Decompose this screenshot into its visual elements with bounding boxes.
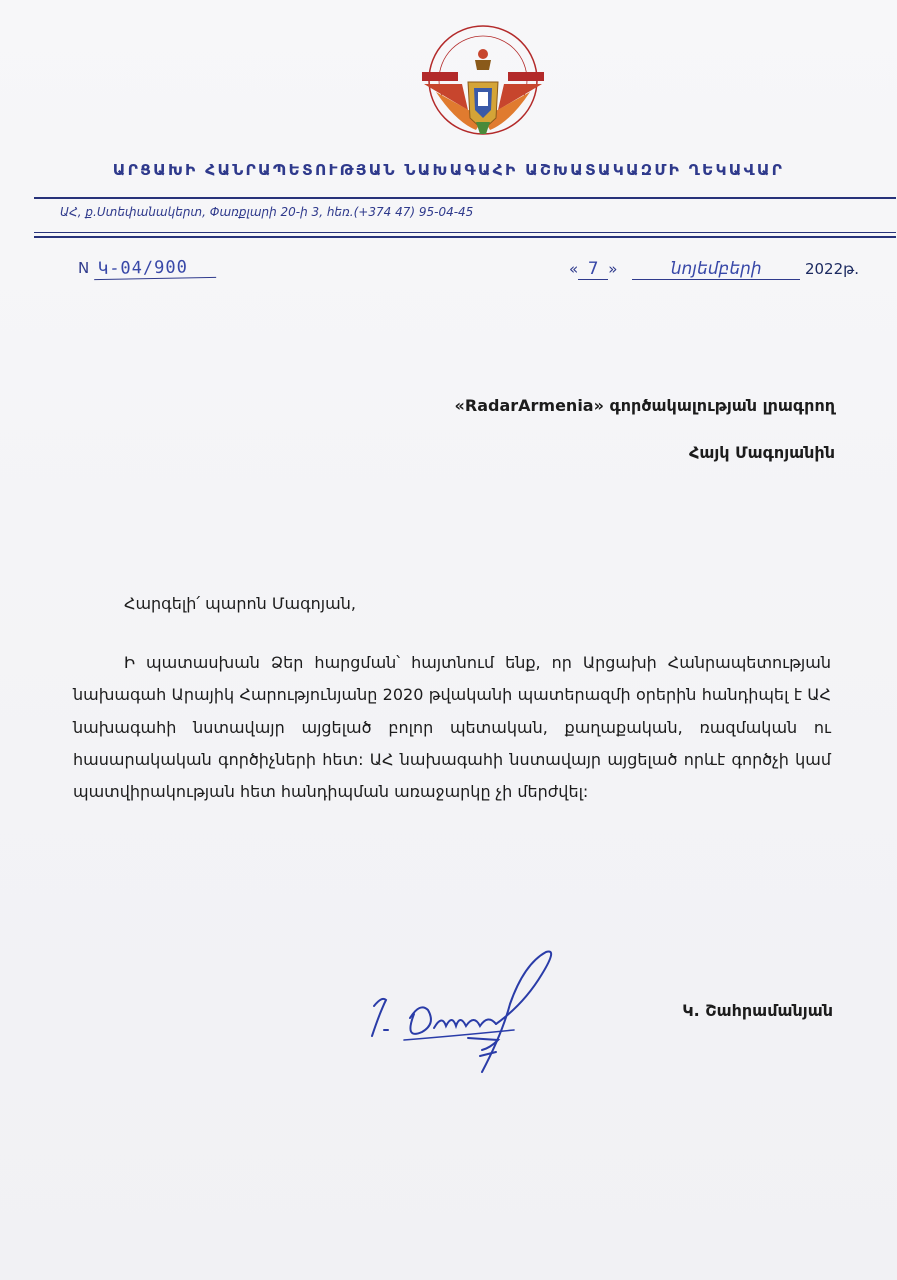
letterhead-divider xyxy=(34,197,896,199)
recipient-name: Հայկ Մագոյանին xyxy=(688,443,835,462)
salutation: Հարգելի՛ պարոն Մագոյան, xyxy=(124,594,356,613)
handwritten-signature xyxy=(364,944,564,1084)
state-emblem-icon xyxy=(416,22,550,146)
letter-date xyxy=(569,259,859,280)
date-open-quote: « xyxy=(569,260,579,278)
office-address: ԱՀ, ք.Ստեփանակերտ, Փառքլարի 20-ի 3, հեռ.(+374 47) 95-04-45 xyxy=(60,205,474,219)
letterhead-divider-thin xyxy=(34,232,896,233)
reference-number xyxy=(78,258,216,279)
letter-body: Ի պատասխան Ձեր հարցման՝ հայտնում ենք, որ Արցախի Հանրապետության նախագահ Արայիկ Հարությունյանը 2020 թվականի պատերազմի օրերին հանդիպել է ԱՀ նախագահի նստավայր այցելած բոլոր պետական, քաղաքական, ռազմական ու հասարակական գործիչների հետ: ԱՀ նախագահի նստավայր այցելած որևէ գործչի կամ պատվիրակության հետ հանդիպման առաջարկը չի մերժվել: xyxy=(73,653,831,802)
date-year: 2022թ. xyxy=(804,260,859,278)
reference-value: Կ-04/900 xyxy=(94,257,216,280)
letterhead-divider-bottom xyxy=(34,236,896,238)
recipient-position: «RadarArmenia» գործակալության լրագրող xyxy=(454,396,835,415)
reference-prefix: N xyxy=(78,259,90,277)
date-close-quote: » xyxy=(608,260,618,278)
signer-name: Կ. Շահրամանյան xyxy=(682,1001,833,1020)
date-day: 7 xyxy=(578,259,608,280)
date-month: նոյեմբերի xyxy=(632,259,800,280)
office-title: ԱՐՑԱԽԻ ՀԱՆՐԱՊԵՏՈՒԹՅԱՆ ՆԱԽԱԳԱՀԻ ԱՇԽԱՏԱԿԱԶՄԻ ՂԵԿԱՎԱՐ xyxy=(112,161,785,179)
